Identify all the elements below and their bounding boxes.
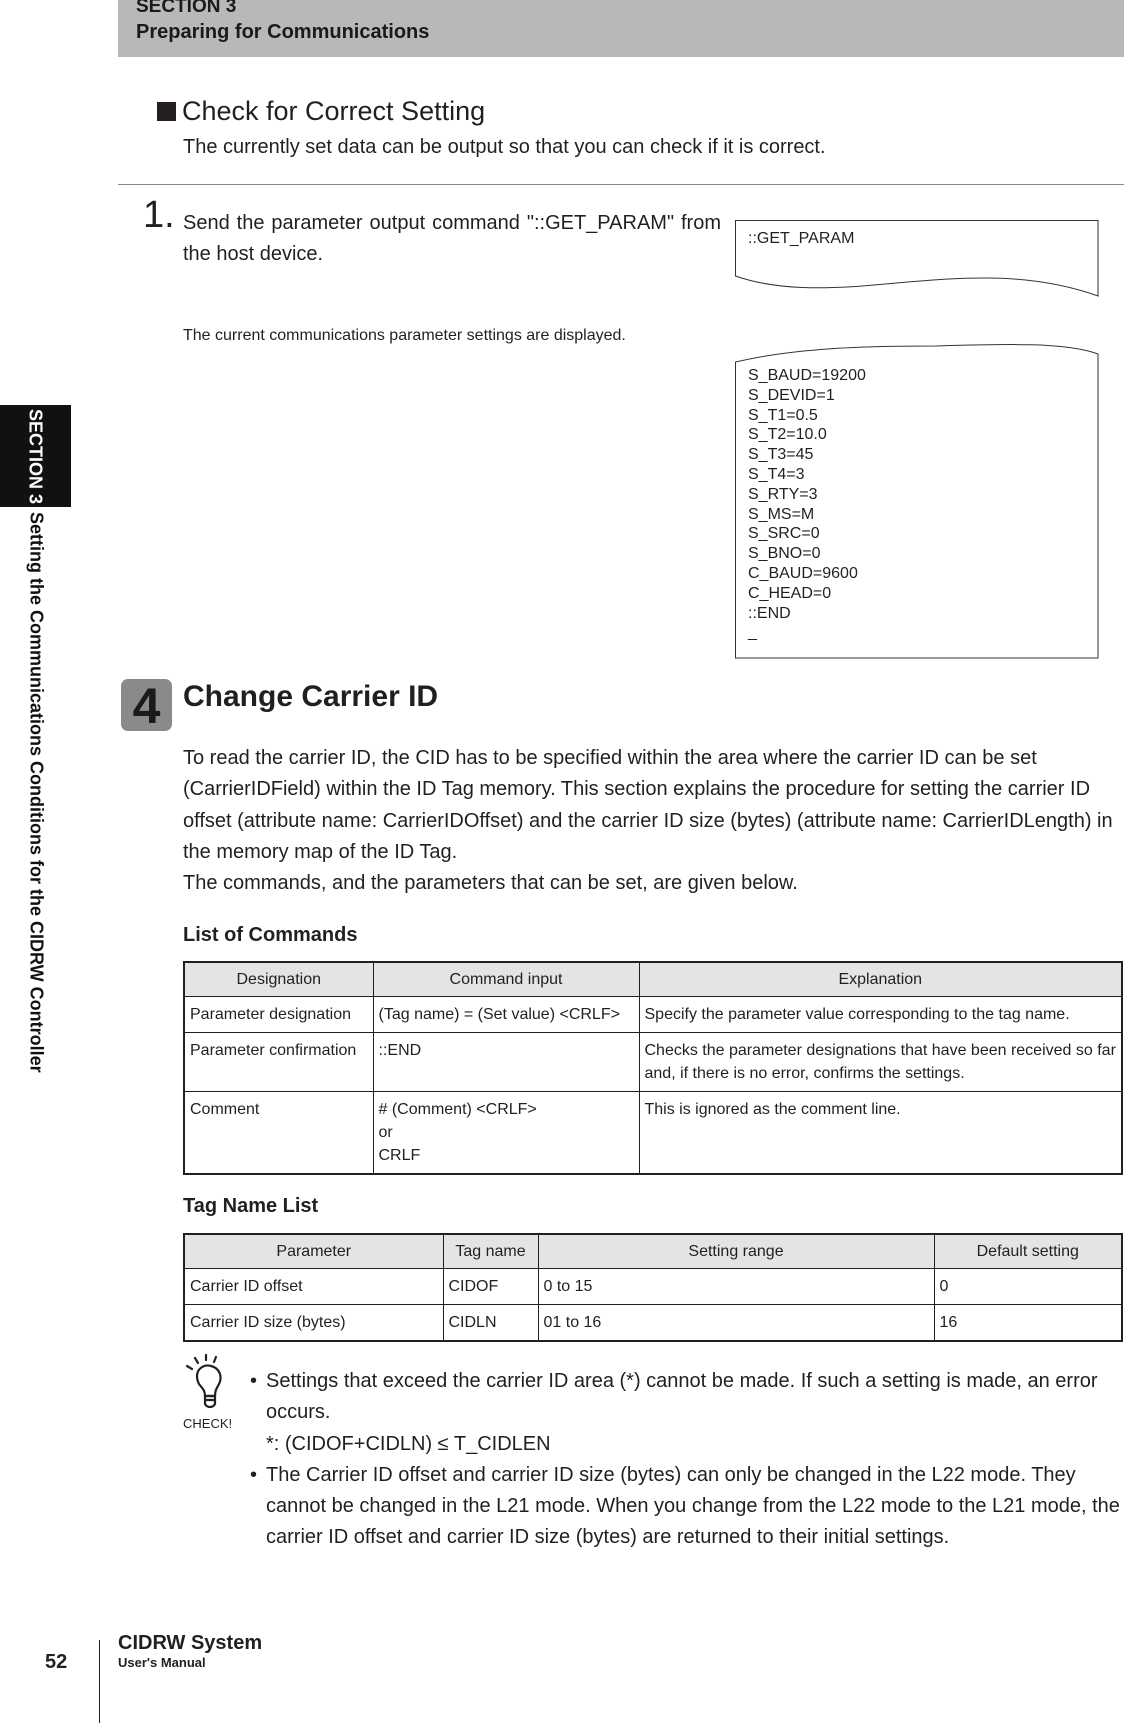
table-cell: ::END [373, 1033, 639, 1092]
cell-line: CRLF [378, 1147, 421, 1164]
response-line: S_T3=45 [748, 446, 814, 464]
check-setting-heading [157, 96, 485, 127]
column-header: Tag name [443, 1234, 538, 1269]
section-header [118, 0, 1124, 57]
square-bullet-icon [157, 102, 176, 121]
table-cell: Specify the parameter value corresponding to the tag name. [639, 997, 1122, 1033]
table-cell: CIDOF [443, 1269, 538, 1305]
column-header: Default setting [934, 1234, 1122, 1269]
response-line: S_T2=10.0 [748, 426, 827, 444]
table-cell: Checks the parameter designations that have been received so far and, if there is no error, confirms the settings. [639, 1033, 1122, 1092]
table-row [184, 997, 1122, 1033]
section-number-badge: 4 [121, 679, 172, 731]
header-subtitle: Preparing for Communications [136, 21, 430, 43]
tags-table-title: Tag Name List [183, 1195, 319, 1217]
column-header: Designation [184, 962, 373, 997]
commands-table-title: List of Commands [183, 924, 358, 946]
step-note: The current communications parameter settings are displayed. [183, 327, 626, 344]
footer-manual: User's Manual [118, 1655, 206, 1670]
table-row [184, 1305, 1122, 1342]
column-header: Explanation [639, 962, 1122, 997]
table-cell: Carrier ID offset [184, 1269, 443, 1305]
description-paragraph: The commands, and the parameters that can be set, are given below. [183, 872, 798, 895]
footer-product: CIDRW System [118, 1632, 263, 1654]
table-row [184, 1033, 1122, 1092]
table-cell: Parameter designation [184, 997, 373, 1033]
cell-line: # (Comment) <CRLF> [378, 1101, 537, 1118]
note-bullet-footnote: *: (CIDOF+CIDLN) ≤ T_CIDLEN [266, 1432, 551, 1455]
response-line: C_HEAD=0 [748, 584, 832, 602]
response-line: S_T1=0.5 [748, 406, 818, 424]
note-bullet-text: The Carrier ID offset and carrier ID size (bytes) can only be changed in the L22 mode. They cannot be changed in the L21 mode. When you change from the L22 mode to the L21 mode, the carrier ID offset and carrier ID size (bytes) are returned to their initial settings. [266, 1463, 1120, 1549]
response-line: S_BAUD=19200 [748, 367, 866, 384]
change-carrier-description [183, 743, 1124, 899]
table-cell: CIDLN [443, 1305, 538, 1342]
table-cell: Parameter confirmation [184, 1033, 373, 1092]
table-cell: 16 [934, 1305, 1122, 1342]
response-line: S_SRC=0 [748, 525, 820, 543]
column-header: Parameter [184, 1234, 443, 1269]
check-note-icon [183, 1354, 239, 1434]
page-number: 52 [45, 1651, 68, 1673]
bullet-mark: • [250, 1370, 258, 1392]
response-lines [748, 366, 866, 643]
response-line: S_DEVID=1 [748, 386, 835, 404]
side-tab-section [0, 405, 71, 507]
bullet-mark: • [250, 1463, 258, 1486]
header-section-label: SECTION 3 [136, 0, 237, 17]
response-line: S_BNO=0 [748, 545, 821, 563]
table-header-row [184, 1234, 1122, 1269]
commands-table [183, 961, 1123, 1175]
column-header: Setting range [538, 1234, 934, 1269]
table-cell: 01 to 16 [538, 1305, 934, 1342]
side-tab-section-label: SECTION 3 [25, 409, 46, 505]
table-cell [373, 1092, 639, 1175]
note-bullet [250, 1460, 1124, 1554]
step-text: Send the parameter output command "::GET_PARAM" from the host device. [183, 212, 721, 265]
description-paragraph: To read the carrier ID, the CID has to be specified within the area where the carrier ID can be set (CarrierIDField) within the ID Tag memory. This section explains the procedure for setting the carrier ID offset (attribute name: CarrierIDOffset) and the carrier ID size (bytes) (attribute name: CarrierIDLength) in the memory map of the ID Tag. [183, 747, 1113, 863]
command-paper-illustration [735, 220, 1098, 295]
footer-divider [99, 1640, 100, 1723]
response-line: S_RTY=3 [748, 485, 818, 503]
check-label: CHECK! [183, 1416, 233, 1431]
note-bullet-text: Settings that exceed the carrier ID area (*) cannot be made. If such a setting is made, an error occurs. [266, 1370, 1098, 1424]
response-line: _ [748, 624, 757, 642]
response-paper-illustration [735, 340, 1098, 658]
tags-table [183, 1233, 1123, 1342]
change-carrier-heading: Change Carrier ID [183, 680, 439, 713]
table-cell: 0 [934, 1269, 1122, 1305]
note-bullet [250, 1366, 1124, 1460]
column-header: Command input [373, 962, 639, 997]
response-line: S_T4=3 [748, 465, 805, 483]
table-header-row [184, 962, 1122, 997]
check-note-bullets [250, 1366, 1124, 1554]
table-cell: (Tag name) = (Set value) <CRLF> [373, 997, 639, 1033]
response-line: C_BAUD=9600 [748, 564, 858, 582]
table-cell: This is ignored as the comment line. [639, 1092, 1122, 1175]
table-row [184, 1092, 1122, 1175]
response-line: S_MS=M [748, 505, 815, 523]
table-row [184, 1269, 1122, 1305]
check-setting-heading-text: Check for Correct Setting [182, 96, 486, 126]
table-cell: 0 to 15 [538, 1269, 934, 1305]
side-tab-chapter-title: Setting the Communications Conditions for the CIDRW Controller [26, 512, 47, 1073]
table-cell: Carrier ID size (bytes) [184, 1305, 443, 1342]
divider [118, 184, 1124, 185]
step-number: 1. [143, 194, 175, 236]
command-text: ::GET_PARAM [748, 230, 855, 247]
response-line: ::END [748, 604, 791, 622]
check-setting-intro: The currently set data can be output so that you can check if it is correct. [183, 136, 826, 158]
lightbulb-icon [183, 1354, 239, 1416]
side-tab-chapter [0, 512, 71, 1172]
cell-line: or [378, 1124, 393, 1141]
table-cell: Comment [184, 1092, 373, 1175]
